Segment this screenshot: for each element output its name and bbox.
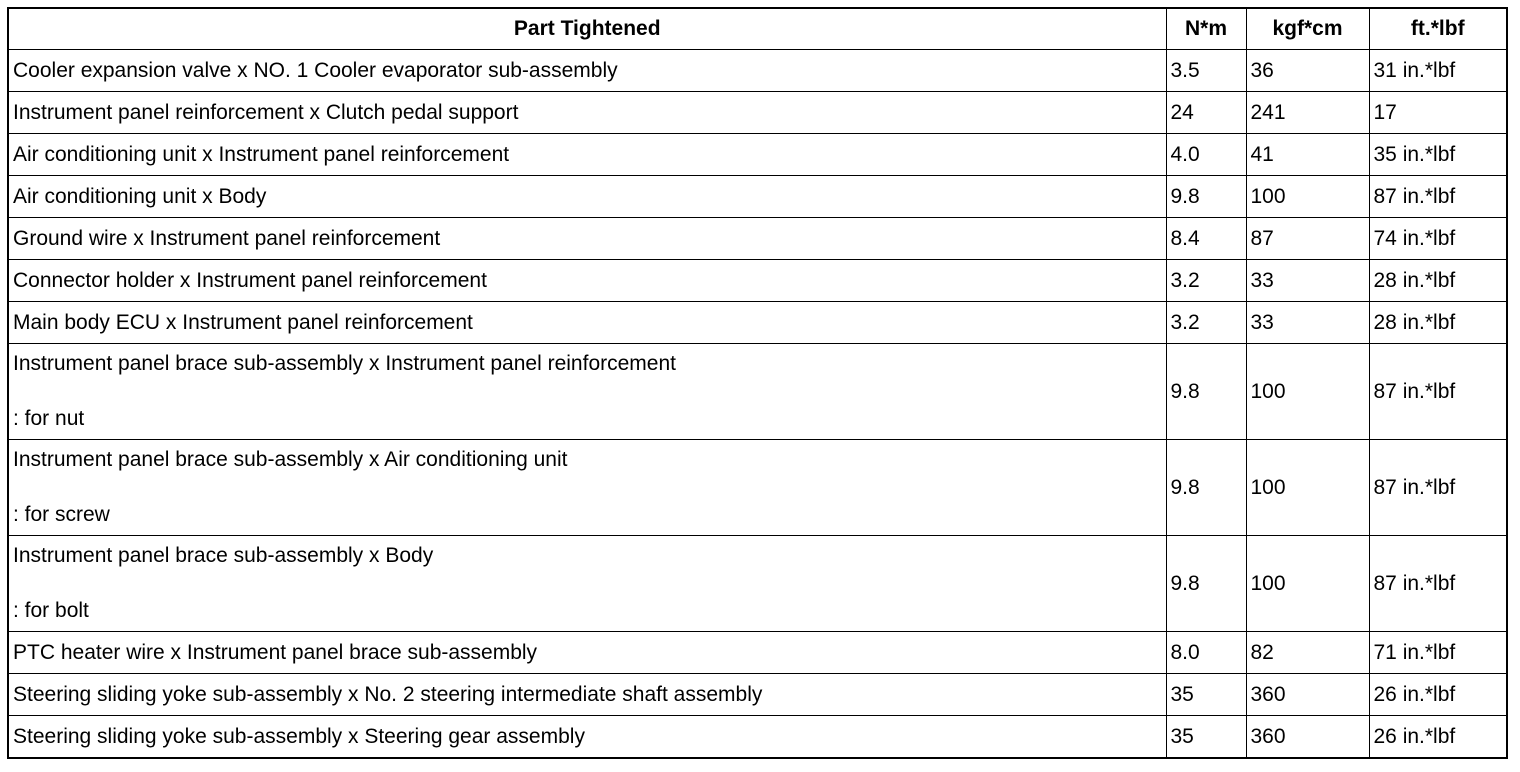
nm-value: 8.0 xyxy=(1166,632,1246,674)
ftlbf-value: 35 in.*lbf xyxy=(1369,134,1507,176)
part-name: Air conditioning unit x Body xyxy=(13,184,267,208)
nm-value: 35 xyxy=(1166,716,1246,759)
part-note: : for screw xyxy=(13,503,110,526)
part-note: : for bolt xyxy=(13,599,89,622)
ftlbf-value: 87 in.*lbf xyxy=(1369,344,1507,440)
kgfcm-value: 360 xyxy=(1246,674,1369,716)
ftlbf-value: 87 in.*lbf xyxy=(1369,440,1507,536)
kgfcm-value: 100 xyxy=(1246,176,1369,218)
nm-value: 4.0 xyxy=(1166,134,1246,176)
part-name: Instrument panel brace sub-assembly x Instrument panel reinforcement xyxy=(13,352,676,375)
ftlbf-value: 17 xyxy=(1369,92,1507,134)
ftlbf-value: 74 in.*lbf xyxy=(1369,218,1507,260)
kgfcm-value: 82 xyxy=(1246,632,1369,674)
part-name: Instrument panel brace sub-assembly x Body xyxy=(13,544,434,567)
part-tightened-cell xyxy=(8,302,1166,344)
nm-value: 9.8 xyxy=(1166,440,1246,536)
nm-value: 3.2 xyxy=(1166,302,1246,344)
table-row xyxy=(8,176,1507,218)
part-tightened-cell xyxy=(8,92,1166,134)
ftlbf-value: 87 in.*lbf xyxy=(1369,536,1507,632)
part-note: : for nut xyxy=(13,407,85,430)
nm-value: 3.5 xyxy=(1166,50,1246,92)
ftlbf-value: 28 in.*lbf xyxy=(1369,302,1507,344)
table-row xyxy=(8,344,1507,440)
ftlbf-value: 26 in.*lbf xyxy=(1369,674,1507,716)
table-row xyxy=(8,260,1507,302)
kgfcm-value: 33 xyxy=(1246,260,1369,302)
ftlbf-value: 26 in.*lbf xyxy=(1369,716,1507,759)
part-tightened-cell xyxy=(8,344,1166,440)
nm-value: 35 xyxy=(1166,674,1246,716)
header-ftlbf: ft.*lbf xyxy=(1369,8,1507,50)
header-nm: N*m xyxy=(1166,8,1246,50)
table-row xyxy=(8,716,1507,759)
torque-spec-table xyxy=(7,7,1508,759)
part-name: Steering sliding yoke sub-assembly x No. 2 steering intermediate shaft assembly xyxy=(13,682,763,706)
header-part-tightened: Part Tightened xyxy=(8,8,1166,50)
part-tightened-cell xyxy=(8,632,1166,674)
table-row xyxy=(8,302,1507,344)
kgfcm-value: 100 xyxy=(1246,344,1369,440)
kgfcm-value: 100 xyxy=(1246,440,1369,536)
part-tightened-cell xyxy=(8,260,1166,302)
part-name: Steering sliding yoke sub-assembly x Steering gear assembly xyxy=(13,724,585,748)
part-tightened-cell xyxy=(8,536,1166,632)
ftlbf-value: 31 in.*lbf xyxy=(1369,50,1507,92)
part-name: Ground wire x Instrument panel reinforcement xyxy=(13,226,441,250)
part-tightened-cell xyxy=(8,674,1166,716)
nm-value: 24 xyxy=(1166,92,1246,134)
part-tightened-cell xyxy=(8,176,1166,218)
part-tightened-cell xyxy=(8,218,1166,260)
header-row xyxy=(8,8,1507,50)
part-name: Air conditioning unit x Instrument panel reinforcement xyxy=(13,142,510,166)
kgfcm-value: 360 xyxy=(1246,716,1369,759)
header-kgfcm: kgf*cm xyxy=(1246,8,1369,50)
part-name: Cooler expansion valve x NO. 1 Cooler evaporator sub-assembly xyxy=(13,58,618,82)
part-name: PTC heater wire x Instrument panel brace sub-assembly xyxy=(13,640,538,664)
nm-value: 3.2 xyxy=(1166,260,1246,302)
nm-value: 9.8 xyxy=(1166,536,1246,632)
part-tightened-cell xyxy=(8,134,1166,176)
table-row xyxy=(8,674,1507,716)
table-row xyxy=(8,218,1507,260)
nm-value: 9.8 xyxy=(1166,176,1246,218)
part-name: Main body ECU x Instrument panel reinforcement xyxy=(13,310,473,334)
table-row xyxy=(8,134,1507,176)
nm-value: 9.8 xyxy=(1166,344,1246,440)
part-tightened-cell xyxy=(8,50,1166,92)
part-name: Connector holder x Instrument panel reinforcement xyxy=(13,268,487,292)
part-tightened-cell xyxy=(8,716,1166,759)
part-name: Instrument panel brace sub-assembly x Air conditioning unit xyxy=(13,448,568,471)
kgfcm-value: 100 xyxy=(1246,536,1369,632)
table-row xyxy=(8,536,1507,632)
kgfcm-value: 36 xyxy=(1246,50,1369,92)
table-row xyxy=(8,440,1507,536)
ftlbf-value: 71 in.*lbf xyxy=(1369,632,1507,674)
ftlbf-value: 87 in.*lbf xyxy=(1369,176,1507,218)
table-row xyxy=(8,92,1507,134)
kgfcm-value: 87 xyxy=(1246,218,1369,260)
kgfcm-value: 33 xyxy=(1246,302,1369,344)
kgfcm-value: 241 xyxy=(1246,92,1369,134)
table-row xyxy=(8,632,1507,674)
part-name: Instrument panel reinforcement x Clutch pedal support xyxy=(13,100,519,124)
ftlbf-value: 28 in.*lbf xyxy=(1369,260,1507,302)
part-tightened-cell xyxy=(8,440,1166,536)
kgfcm-value: 41 xyxy=(1246,134,1369,176)
table-row xyxy=(8,50,1507,92)
nm-value: 8.4 xyxy=(1166,218,1246,260)
